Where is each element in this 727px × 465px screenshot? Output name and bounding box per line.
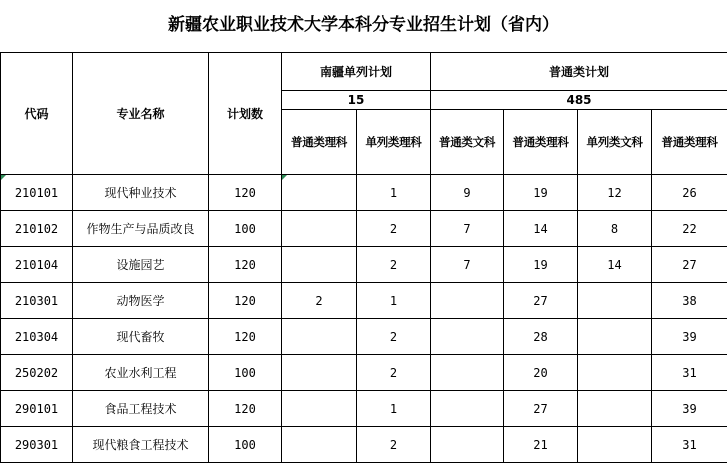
cell-south-general-science xyxy=(282,391,357,427)
cell-general-arts xyxy=(431,427,504,463)
cell-separate-arts: 8 xyxy=(578,211,652,247)
cell-south-general-science xyxy=(282,211,357,247)
cell-general-science-2: 31 xyxy=(652,427,727,463)
page-title: 新疆农业职业技术大学本科分专业招生计划（省内） xyxy=(168,15,559,35)
cell-major-name: 农业水利工程 xyxy=(73,355,209,391)
cell-code: 210102 xyxy=(1,211,73,247)
subheader-south-separate-science: 单列类理科 xyxy=(357,110,431,175)
cell-plan: 120 xyxy=(209,283,282,319)
cell-plan: 120 xyxy=(209,319,282,355)
cell-general-science-2: 27 xyxy=(652,247,727,283)
table-row xyxy=(1,391,727,427)
cell-general-science: 21 xyxy=(504,427,578,463)
cell-south-general-science xyxy=(282,319,357,355)
cell-code: 210304 xyxy=(1,319,73,355)
cell-plan: 100 xyxy=(209,355,282,391)
header-major-name: 专业名称 xyxy=(73,53,209,175)
cell-south-separate-science: 2 xyxy=(357,319,431,355)
cell-general-science: 27 xyxy=(504,283,578,319)
general-plan-total: 485 xyxy=(431,91,727,110)
cell-south-general-science: 2 xyxy=(282,283,357,319)
table-row xyxy=(1,175,727,211)
cell-plan: 120 xyxy=(209,391,282,427)
cell-general-science: 19 xyxy=(504,175,578,211)
table-row xyxy=(1,283,727,319)
cell-general-arts xyxy=(431,391,504,427)
cell-major-name: 食品工程技术 xyxy=(73,391,209,427)
cell-code: 290301 xyxy=(1,427,73,463)
cell-south-separate-science: 1 xyxy=(357,391,431,427)
cell-south-separate-science: 1 xyxy=(357,175,431,211)
cell-south-separate-science: 1 xyxy=(357,283,431,319)
cell-general-science: 27 xyxy=(504,391,578,427)
cell-separate-arts xyxy=(578,283,652,319)
cell-general-science-2: 39 xyxy=(652,391,727,427)
cell-separate-arts xyxy=(578,319,652,355)
cell-general-arts xyxy=(431,319,504,355)
cell-general-science-2: 39 xyxy=(652,319,727,355)
header-code: 代码 xyxy=(1,53,73,175)
cell-separate-arts: 12 xyxy=(578,175,652,211)
table-row xyxy=(1,427,727,463)
table-row xyxy=(1,247,727,283)
cell-code: 250202 xyxy=(1,355,73,391)
cell-general-arts: 9 xyxy=(431,175,504,211)
cell-general-science-2: 22 xyxy=(652,211,727,247)
cell-general-science: 14 xyxy=(504,211,578,247)
cell-plan: 100 xyxy=(209,211,282,247)
cell-major-name: 现代粮食工程技术 xyxy=(73,427,209,463)
cell-major-name: 现代畜牧 xyxy=(73,319,209,355)
cell-south-separate-science: 2 xyxy=(357,211,431,247)
cell-separate-arts xyxy=(578,391,652,427)
cell-plan: 120 xyxy=(209,247,282,283)
table-row xyxy=(1,319,727,355)
cell-general-arts xyxy=(431,283,504,319)
cell-general-science-2: 31 xyxy=(652,355,727,391)
cell-code: 210101 xyxy=(1,175,73,211)
cell-code: 290101 xyxy=(1,391,73,427)
subheader-general-science-2: 普通类理科 xyxy=(652,110,727,175)
cell-plan: 120 xyxy=(209,175,282,211)
cell-south-separate-science: 2 xyxy=(357,247,431,283)
cell-general-science: 28 xyxy=(504,319,578,355)
cell-separate-arts xyxy=(578,427,652,463)
cell-major-name: 现代种业技术 xyxy=(73,175,209,211)
cell-south-general-science xyxy=(282,175,357,211)
cell-general-science-2: 26 xyxy=(652,175,727,211)
cell-major-name: 动物医学 xyxy=(73,283,209,319)
header-plan-count: 计划数 xyxy=(209,53,282,175)
header-general-plan: 普通类计划 xyxy=(431,53,727,91)
cell-general-arts: 7 xyxy=(431,247,504,283)
cell-separate-arts xyxy=(578,355,652,391)
south-plan-total: 15 xyxy=(282,91,431,110)
cell-code: 210301 xyxy=(1,283,73,319)
subheader-general-arts: 普通类文科 xyxy=(431,110,504,175)
cell-major-name: 设施园艺 xyxy=(73,247,209,283)
enrollment-plan-table xyxy=(0,52,727,463)
cell-south-separate-science: 2 xyxy=(357,355,431,391)
cell-general-science: 19 xyxy=(504,247,578,283)
cell-south-separate-science: 2 xyxy=(357,427,431,463)
cell-plan: 100 xyxy=(209,427,282,463)
cell-general-science: 20 xyxy=(504,355,578,391)
cell-general-arts: 7 xyxy=(431,211,504,247)
table-row xyxy=(1,355,727,391)
cell-south-general-science xyxy=(282,247,357,283)
subheader-south-general-science: 普通类理科 xyxy=(282,110,357,175)
cell-south-general-science xyxy=(282,355,357,391)
subheader-separate-arts: 单列类文科 xyxy=(578,110,652,175)
cell-general-arts xyxy=(431,355,504,391)
cell-south-general-science xyxy=(282,427,357,463)
subheader-general-science: 普通类理科 xyxy=(504,110,578,175)
cell-major-name: 作物生产与品质改良 xyxy=(73,211,209,247)
cell-code: 210104 xyxy=(1,247,73,283)
table-row xyxy=(1,211,727,247)
cell-general-science-2: 38 xyxy=(652,283,727,319)
cell-separate-arts: 14 xyxy=(578,247,652,283)
header-south-xinjiang-plan: 南疆单列计划 xyxy=(282,53,431,91)
